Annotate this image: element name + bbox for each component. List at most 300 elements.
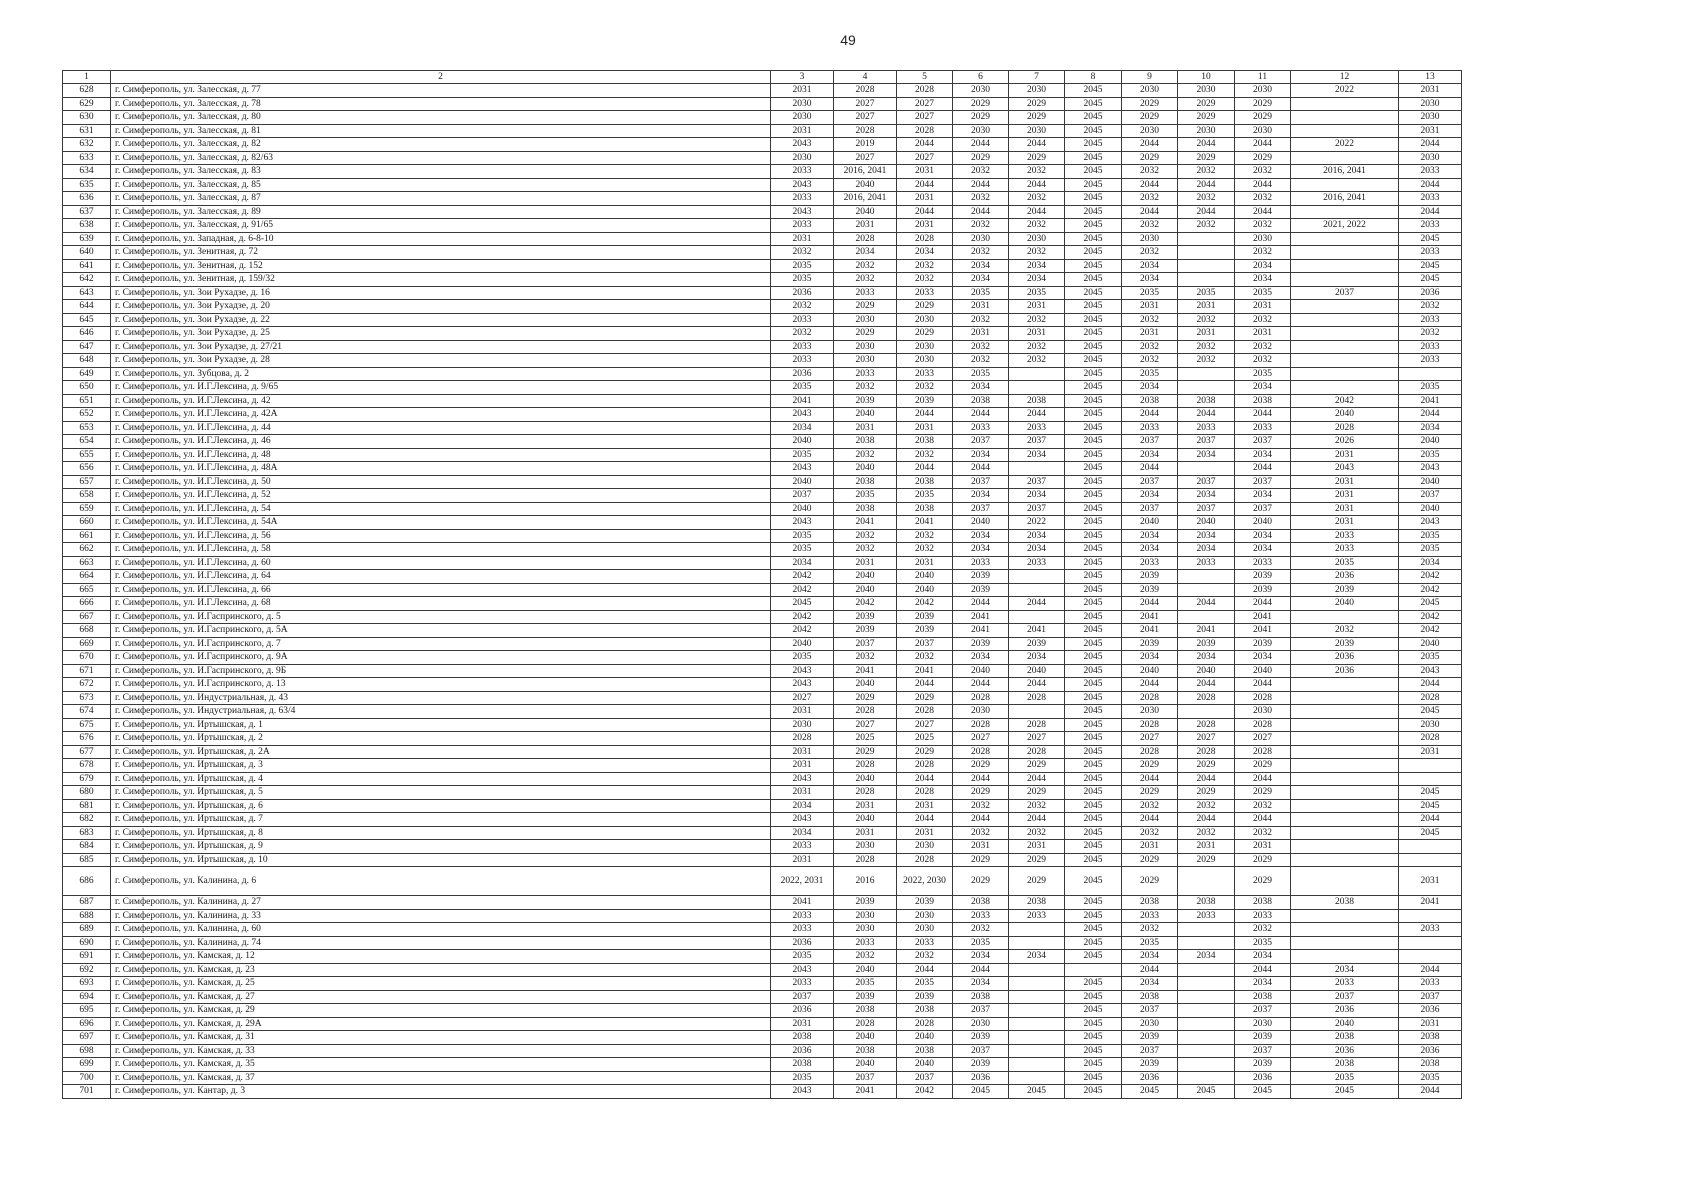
row-number-cell: 628 bbox=[63, 84, 111, 98]
year-cell: 2043 bbox=[1399, 516, 1462, 530]
year-cell: 2029 bbox=[1122, 853, 1178, 867]
address-cell: г. Симферополь, ул. И.Гаспринского, д. 5 bbox=[111, 610, 771, 624]
year-cell: 2045 bbox=[1399, 799, 1462, 813]
year-cell: 2030 bbox=[771, 151, 834, 165]
year-cell: 2037 bbox=[1009, 475, 1065, 489]
year-cell: 2031 bbox=[953, 840, 1009, 854]
year-cell: 2045 bbox=[1235, 1085, 1291, 1099]
year-cell: 2037 bbox=[834, 1071, 897, 1085]
column-header: 11 bbox=[1235, 71, 1291, 84]
year-cell: 2035 bbox=[1399, 381, 1462, 395]
year-cell: 2044 bbox=[1235, 178, 1291, 192]
table-row bbox=[63, 165, 1462, 179]
year-cell: 2045 bbox=[1065, 124, 1122, 138]
table-row bbox=[63, 84, 1462, 98]
table-row bbox=[63, 367, 1462, 381]
table-row bbox=[63, 745, 1462, 759]
year-cell: 2029 bbox=[1178, 97, 1235, 111]
year-cell: 2030 bbox=[897, 840, 953, 854]
year-cell: 2038 bbox=[1122, 394, 1178, 408]
year-cell: 2039 bbox=[1235, 1058, 1291, 1072]
year-cell: 2027 bbox=[897, 151, 953, 165]
year-cell: 2033 bbox=[1399, 192, 1462, 206]
year-cell: 2016 bbox=[834, 867, 897, 896]
year-cell bbox=[1178, 462, 1235, 476]
year-cell: 2044 bbox=[897, 813, 953, 827]
year-cell bbox=[1291, 354, 1399, 368]
year-cell: 2032 bbox=[1235, 313, 1291, 327]
year-cell: 2044 bbox=[1009, 772, 1065, 786]
table-row bbox=[63, 786, 1462, 800]
year-cell: 2031 bbox=[1235, 300, 1291, 314]
year-cell: 2030 bbox=[834, 840, 897, 854]
year-cell: 2030 bbox=[1009, 124, 1065, 138]
year-cell: 2032 bbox=[834, 448, 897, 462]
year-cell: 2031 bbox=[1291, 475, 1399, 489]
year-cell bbox=[1178, 610, 1235, 624]
row-number-cell: 668 bbox=[63, 624, 111, 638]
year-cell: 2031 bbox=[1291, 448, 1399, 462]
year-cell: 2045 bbox=[1065, 138, 1122, 152]
table-row bbox=[63, 151, 1462, 165]
row-number-cell: 677 bbox=[63, 745, 111, 759]
year-cell: 2038 bbox=[953, 394, 1009, 408]
table-row bbox=[63, 394, 1462, 408]
year-cell: 2039 bbox=[1235, 637, 1291, 651]
year-cell: 2030 bbox=[1122, 124, 1178, 138]
year-cell: 2039 bbox=[1122, 637, 1178, 651]
year-cell: 2039 bbox=[953, 570, 1009, 584]
row-number-cell: 641 bbox=[63, 259, 111, 273]
year-cell: 2045 bbox=[1065, 313, 1122, 327]
year-cell bbox=[1178, 259, 1235, 273]
year-cell: 2040 bbox=[1291, 597, 1399, 611]
year-cell: 2028 bbox=[1178, 745, 1235, 759]
year-cell: 2034 bbox=[1235, 381, 1291, 395]
year-cell: 2032 bbox=[834, 651, 897, 665]
year-cell: 2031 bbox=[834, 421, 897, 435]
year-cell: 2038 bbox=[1122, 896, 1178, 910]
year-cell: 2044 bbox=[1009, 678, 1065, 692]
year-cell: 2040 bbox=[953, 664, 1009, 678]
year-cell: 2030 bbox=[771, 111, 834, 125]
row-number-cell: 687 bbox=[63, 896, 111, 910]
year-cell: 2033 bbox=[771, 340, 834, 354]
year-cell: 2045 bbox=[1065, 732, 1122, 746]
year-cell: 2033 bbox=[1178, 556, 1235, 570]
address-cell: г. Симферополь, ул. И.Г.Лексина, д. 58 bbox=[111, 543, 771, 557]
table-row bbox=[63, 286, 1462, 300]
year-cell: 2031 bbox=[897, 421, 953, 435]
year-cell: 2038 bbox=[834, 502, 897, 516]
year-cell: 2040 bbox=[897, 1031, 953, 1045]
year-cell: 2032 bbox=[1235, 354, 1291, 368]
year-cell bbox=[1178, 1004, 1235, 1018]
row-number-cell: 640 bbox=[63, 246, 111, 260]
year-cell: 2040 bbox=[771, 502, 834, 516]
year-cell: 2044 bbox=[1009, 178, 1065, 192]
row-number-cell: 650 bbox=[63, 381, 111, 395]
year-cell: 2028 bbox=[1178, 718, 1235, 732]
address-cell: г. Симферополь, ул. Зенитная, д. 159/32 bbox=[111, 273, 771, 287]
year-cell: 2033 bbox=[1399, 246, 1462, 260]
year-cell: 2045 bbox=[1065, 745, 1122, 759]
year-cell: 2034 bbox=[834, 246, 897, 260]
year-cell: 2030 bbox=[1399, 718, 1462, 732]
year-cell: 2028 bbox=[897, 1017, 953, 1031]
year-cell bbox=[1291, 936, 1399, 950]
year-cell: 2037 bbox=[1235, 1044, 1291, 1058]
year-cell: 2030 bbox=[897, 923, 953, 937]
year-cell: 2034 bbox=[1235, 977, 1291, 991]
year-cell: 2040 bbox=[1122, 664, 1178, 678]
year-cell: 2044 bbox=[1235, 205, 1291, 219]
year-cell: 2045 bbox=[1065, 759, 1122, 773]
year-cell: 2038 bbox=[1291, 1058, 1399, 1072]
year-cell: 2045 bbox=[1065, 664, 1122, 678]
address-cell: г. Симферополь, ул. Залесская, д. 82/63 bbox=[111, 151, 771, 165]
year-cell: 2040 bbox=[1291, 408, 1399, 422]
table-row bbox=[63, 178, 1462, 192]
row-number-cell: 673 bbox=[63, 691, 111, 705]
year-cell: 2032 bbox=[897, 529, 953, 543]
year-cell: 2038 bbox=[1291, 896, 1399, 910]
year-cell: 2034 bbox=[953, 543, 1009, 557]
year-cell: 2034 bbox=[897, 246, 953, 260]
year-cell: 2033 bbox=[1178, 909, 1235, 923]
year-cell: 2029 bbox=[1122, 867, 1178, 896]
year-cell: 2045 bbox=[1065, 826, 1122, 840]
year-cell: 2030 bbox=[897, 340, 953, 354]
year-cell bbox=[1178, 232, 1235, 246]
year-cell: 2045 bbox=[1065, 990, 1122, 1004]
year-cell: 2037 bbox=[1235, 475, 1291, 489]
year-cell: 2035 bbox=[1399, 1071, 1462, 1085]
address-cell: г. Симферополь, ул. И.Г.Лексина, д. 48А bbox=[111, 462, 771, 476]
data-table bbox=[62, 70, 1462, 1099]
column-header: 1 bbox=[63, 71, 111, 84]
year-cell bbox=[1399, 909, 1462, 923]
table-row bbox=[63, 1085, 1462, 1099]
address-cell: г. Симферополь, ул. И.Гаспринского, д. 5А bbox=[111, 624, 771, 638]
year-cell: 2044 bbox=[897, 963, 953, 977]
year-cell: 2029 bbox=[1009, 97, 1065, 111]
year-cell: 2033 bbox=[897, 286, 953, 300]
year-cell: 2031 bbox=[1399, 84, 1462, 98]
year-cell bbox=[1291, 759, 1399, 773]
year-cell: 2045 bbox=[1065, 1071, 1122, 1085]
year-cell: 2044 bbox=[1009, 597, 1065, 611]
table-row bbox=[63, 759, 1462, 773]
column-header: 5 bbox=[897, 71, 953, 84]
year-cell: 2027 bbox=[897, 97, 953, 111]
row-number-cell: 688 bbox=[63, 909, 111, 923]
year-cell bbox=[1178, 936, 1235, 950]
address-cell: г. Симферополь, ул. Залесская, д. 81 bbox=[111, 124, 771, 138]
year-cell: 2034 bbox=[1009, 489, 1065, 503]
year-cell: 2045 bbox=[1065, 867, 1122, 896]
year-cell: 2034 bbox=[953, 273, 1009, 287]
table-row bbox=[63, 1017, 1462, 1031]
year-cell: 2034 bbox=[1235, 273, 1291, 287]
year-cell: 2030 bbox=[1235, 705, 1291, 719]
year-cell: 2022 bbox=[1291, 84, 1399, 98]
address-cell: г. Симферополь, ул. Камская, д. 31 bbox=[111, 1031, 771, 1045]
year-cell: 2031 bbox=[1178, 327, 1235, 341]
year-cell: 2034 bbox=[1009, 259, 1065, 273]
year-cell: 2039 bbox=[1178, 637, 1235, 651]
row-number-cell: 649 bbox=[63, 367, 111, 381]
year-cell: 2039 bbox=[1122, 1031, 1178, 1045]
year-cell bbox=[1291, 327, 1399, 341]
year-cell: 2044 bbox=[1122, 678, 1178, 692]
year-cell: 2025 bbox=[834, 732, 897, 746]
year-cell: 2041 bbox=[897, 516, 953, 530]
year-cell: 2032 bbox=[834, 529, 897, 543]
year-cell: 2032 bbox=[1178, 313, 1235, 327]
year-cell: 2045 bbox=[1065, 151, 1122, 165]
year-cell: 2044 bbox=[1122, 178, 1178, 192]
year-cell: 2032 bbox=[1009, 165, 1065, 179]
year-cell: 2031 bbox=[1178, 840, 1235, 854]
year-cell: 2033 bbox=[771, 192, 834, 206]
year-cell: 2033 bbox=[771, 354, 834, 368]
year-cell: 2033 bbox=[953, 909, 1009, 923]
year-cell: 2045 bbox=[1065, 516, 1122, 530]
year-cell: 2032 bbox=[1178, 192, 1235, 206]
row-number-cell: 647 bbox=[63, 340, 111, 354]
year-cell: 2037 bbox=[1235, 1004, 1291, 1018]
year-cell: 2035 bbox=[1122, 367, 1178, 381]
year-cell: 2040 bbox=[834, 570, 897, 584]
year-cell: 2045 bbox=[1065, 813, 1122, 827]
year-cell bbox=[1009, 990, 1065, 1004]
column-header: 10 bbox=[1178, 71, 1235, 84]
row-number-cell: 697 bbox=[63, 1031, 111, 1045]
year-cell: 2030 bbox=[1399, 151, 1462, 165]
year-cell: 2016, 2041 bbox=[834, 192, 897, 206]
year-cell: 2034 bbox=[1235, 529, 1291, 543]
year-cell: 2034 bbox=[953, 259, 1009, 273]
year-cell bbox=[1178, 367, 1235, 381]
year-cell: 2037 bbox=[1009, 435, 1065, 449]
year-cell bbox=[1178, 1031, 1235, 1045]
year-cell: 2038 bbox=[1009, 394, 1065, 408]
year-cell bbox=[1291, 853, 1399, 867]
year-cell: 2039 bbox=[1122, 1058, 1178, 1072]
year-cell: 2045 bbox=[1065, 192, 1122, 206]
year-cell: 2034 bbox=[953, 448, 1009, 462]
year-cell: 2037 bbox=[1235, 435, 1291, 449]
year-cell: 2028 bbox=[953, 718, 1009, 732]
address-cell: г. Симферополь, ул. И.Г.Лексина, д. 9/65 bbox=[111, 381, 771, 395]
year-cell: 2034 bbox=[1178, 448, 1235, 462]
year-cell: 2034 bbox=[1235, 651, 1291, 665]
year-cell: 2040 bbox=[834, 963, 897, 977]
table-row bbox=[63, 1004, 1462, 1018]
year-cell: 2032 bbox=[1122, 219, 1178, 233]
year-cell bbox=[1009, 1071, 1065, 1085]
address-cell: г. Симферополь, ул. Кантар, д. 3 bbox=[111, 1085, 771, 1099]
year-cell: 2032 bbox=[1178, 826, 1235, 840]
year-cell: 2035 bbox=[1122, 286, 1178, 300]
year-cell: 2027 bbox=[771, 691, 834, 705]
address-cell: г. Симферополь, ул. Залесская, д. 77 bbox=[111, 84, 771, 98]
year-cell bbox=[1009, 963, 1065, 977]
year-cell: 2032 bbox=[834, 273, 897, 287]
year-cell: 2045 bbox=[1065, 232, 1122, 246]
year-cell: 2028 bbox=[834, 124, 897, 138]
year-cell: 2044 bbox=[953, 138, 1009, 152]
year-cell: 2028 bbox=[1235, 745, 1291, 759]
year-cell: 2028 bbox=[1009, 745, 1065, 759]
year-cell: 2030 bbox=[834, 909, 897, 923]
table-row bbox=[63, 124, 1462, 138]
year-cell: 2028 bbox=[834, 853, 897, 867]
table-row bbox=[63, 651, 1462, 665]
row-number-cell: 696 bbox=[63, 1017, 111, 1031]
year-cell: 2034 bbox=[953, 529, 1009, 543]
table-row bbox=[63, 909, 1462, 923]
year-cell: 2036 bbox=[1399, 1004, 1462, 1018]
year-cell: 2044 bbox=[1235, 597, 1291, 611]
year-cell: 2029 bbox=[834, 745, 897, 759]
year-cell bbox=[1178, 705, 1235, 719]
year-cell: 2033 bbox=[1235, 556, 1291, 570]
year-cell: 2036 bbox=[953, 1071, 1009, 1085]
year-cell: 2045 bbox=[1065, 259, 1122, 273]
table-row bbox=[63, 923, 1462, 937]
address-cell: г. Симферополь, ул. Камская, д. 37 bbox=[111, 1071, 771, 1085]
year-cell: 2037 bbox=[953, 502, 1009, 516]
year-cell: 2036 bbox=[771, 936, 834, 950]
year-cell: 2032 bbox=[897, 651, 953, 665]
year-cell: 2040 bbox=[771, 637, 834, 651]
table-row bbox=[63, 705, 1462, 719]
year-cell: 2035 bbox=[1178, 286, 1235, 300]
year-cell: 2040 bbox=[834, 772, 897, 786]
year-cell: 2042 bbox=[771, 570, 834, 584]
year-cell: 2037 bbox=[1122, 1044, 1178, 1058]
address-cell: г. Симферополь, ул. Камская, д. 33 bbox=[111, 1044, 771, 1058]
year-cell bbox=[1291, 923, 1399, 937]
year-cell: 2032 bbox=[1235, 246, 1291, 260]
page-number: 49 bbox=[840, 32, 856, 48]
year-cell: 2045 bbox=[1065, 543, 1122, 557]
year-cell bbox=[1399, 772, 1462, 786]
row-number-cell: 699 bbox=[63, 1058, 111, 1072]
year-cell: 2032 bbox=[1235, 219, 1291, 233]
year-cell: 2031 bbox=[834, 556, 897, 570]
year-cell: 2045 bbox=[771, 597, 834, 611]
year-cell bbox=[1009, 1044, 1065, 1058]
year-cell: 2029 bbox=[1235, 151, 1291, 165]
year-cell: 2042 bbox=[1399, 583, 1462, 597]
year-cell: 2044 bbox=[1399, 813, 1462, 827]
year-cell: 2030 bbox=[1399, 97, 1462, 111]
year-cell: 2044 bbox=[1235, 963, 1291, 977]
year-cell: 2033 bbox=[1009, 556, 1065, 570]
year-cell: 2029 bbox=[953, 151, 1009, 165]
year-cell: 2041 bbox=[1235, 624, 1291, 638]
table-row bbox=[63, 489, 1462, 503]
year-cell: 2045 bbox=[1065, 597, 1122, 611]
address-cell: г. Симферополь, ул. Зои Рухадзе, д. 16 bbox=[111, 286, 771, 300]
year-cell: 2037 bbox=[834, 637, 897, 651]
year-cell: 2037 bbox=[1291, 990, 1399, 1004]
year-cell: 2038 bbox=[897, 1044, 953, 1058]
year-cell: 2037 bbox=[953, 1044, 1009, 1058]
year-cell bbox=[1291, 909, 1399, 923]
year-cell: 2035 bbox=[1291, 1071, 1399, 1085]
year-cell bbox=[1291, 381, 1399, 395]
table-row bbox=[63, 421, 1462, 435]
year-cell: 2045 bbox=[1065, 950, 1122, 964]
year-cell: 2032 bbox=[897, 381, 953, 395]
year-cell: 2044 bbox=[1235, 772, 1291, 786]
address-cell: г. Симферополь, ул. И.Г.Лексина, д. 44 bbox=[111, 421, 771, 435]
year-cell: 2044 bbox=[1235, 138, 1291, 152]
year-cell: 2027 bbox=[1235, 732, 1291, 746]
year-cell: 2032 bbox=[1122, 923, 1178, 937]
year-cell: 2032 bbox=[1009, 246, 1065, 260]
year-cell: 2041 bbox=[953, 610, 1009, 624]
year-cell: 2038 bbox=[1235, 896, 1291, 910]
year-cell: 2035 bbox=[834, 977, 897, 991]
year-cell: 2028 bbox=[897, 84, 953, 98]
year-cell: 2032 bbox=[1235, 826, 1291, 840]
year-cell: 2027 bbox=[897, 718, 953, 732]
column-header: 7 bbox=[1009, 71, 1065, 84]
year-cell: 2032 bbox=[1009, 826, 1065, 840]
year-cell: 2034 bbox=[1178, 489, 1235, 503]
year-cell: 2030 bbox=[834, 354, 897, 368]
year-cell: 2043 bbox=[1291, 462, 1399, 476]
year-cell: 2041 bbox=[1009, 624, 1065, 638]
row-number-cell: 661 bbox=[63, 529, 111, 543]
table-row bbox=[63, 529, 1462, 543]
year-cell: 2032 bbox=[953, 192, 1009, 206]
row-number-cell: 632 bbox=[63, 138, 111, 152]
year-cell: 2031 bbox=[1178, 300, 1235, 314]
year-cell: 2031 bbox=[771, 745, 834, 759]
year-cell: 2037 bbox=[897, 1071, 953, 1085]
year-cell: 2045 bbox=[1065, 448, 1122, 462]
column-header: 4 bbox=[834, 71, 897, 84]
year-cell: 2030 bbox=[1122, 84, 1178, 98]
year-cell: 2045 bbox=[1399, 232, 1462, 246]
year-cell: 2036 bbox=[1291, 651, 1399, 665]
address-cell: г. Симферополь, ул. И.Г.Лексина, д. 64 bbox=[111, 570, 771, 584]
year-cell: 2038 bbox=[897, 502, 953, 516]
address-cell: г. Симферополь, ул. Индустриальная, д. 63/4 bbox=[111, 705, 771, 719]
year-cell: 2045 bbox=[1065, 610, 1122, 624]
year-cell: 2032 bbox=[1178, 219, 1235, 233]
year-cell bbox=[1178, 273, 1235, 287]
year-cell: 2032 bbox=[953, 165, 1009, 179]
year-cell: 2043 bbox=[771, 462, 834, 476]
year-cell: 2031 bbox=[771, 759, 834, 773]
address-cell: г. Симферополь, ул. Иртышская, д. 10 bbox=[111, 853, 771, 867]
year-cell bbox=[1291, 273, 1399, 287]
year-cell bbox=[1291, 678, 1399, 692]
year-cell: 2030 bbox=[1122, 705, 1178, 719]
year-cell: 2028 bbox=[1291, 421, 1399, 435]
year-cell: 2038 bbox=[834, 475, 897, 489]
year-cell: 2045 bbox=[1065, 435, 1122, 449]
year-cell: 2043 bbox=[771, 138, 834, 152]
year-cell: 2043 bbox=[771, 813, 834, 827]
